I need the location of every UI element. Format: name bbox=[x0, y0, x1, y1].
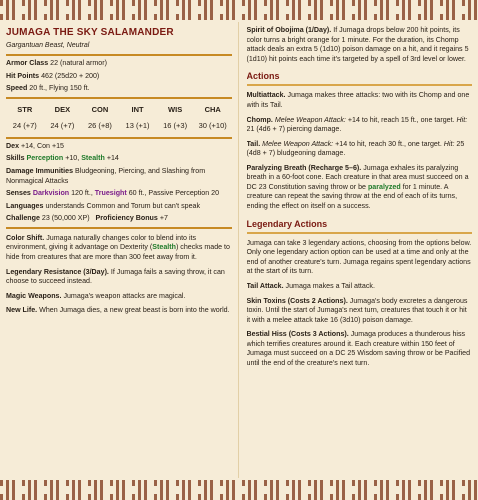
skill-perception-value: +10, bbox=[65, 154, 80, 163]
trait-text: If Jumaga drops below 200 hit points, its color turns a bright orange for 1 minute. For the duration, its Chomp attack deals an extra 5 (1d10) poison damage on a hit, and it regains 5 (1d10) hit points each time it's targeted by a spell of 3rd level or lower. bbox=[246, 26, 469, 63]
saves-value: +14, Con +15 bbox=[21, 141, 64, 150]
damage-text: 25 (4d8 + 7) bludgeoning damage. bbox=[246, 139, 465, 158]
ability-value: 24 (+7) bbox=[12, 120, 37, 130]
decorative-border-bottom bbox=[0, 480, 478, 500]
challenge-value: 23 (50,000 XP) bbox=[41, 214, 90, 223]
action-text: Jumaga makes a Tail attack. bbox=[285, 281, 375, 290]
monster-type: Gargantuan Beast, Neutral bbox=[6, 41, 90, 49]
trait-name: New Life. bbox=[6, 306, 38, 315]
action-name: Tail Attack. bbox=[246, 281, 284, 290]
ability-value: 26 (+8) bbox=[87, 120, 112, 130]
challenge-label: Challenge bbox=[6, 214, 40, 223]
immunities-value: Bludgeoning, Piercing, and Slashing from Nonmagical Attacks bbox=[6, 167, 206, 185]
trait-magic-weapons bbox=[6, 292, 232, 302]
action-name: Paralyzing Breath (Recharge 5–6). bbox=[246, 163, 362, 172]
skills-label: Skills bbox=[6, 154, 25, 163]
action-name: Skin Toxins (Costs 2 Actions). bbox=[246, 296, 348, 305]
hit-label: Hit: bbox=[443, 139, 455, 148]
legendary-intro: Jumaga can take 3 legendary actions, choosing from the options below. Only one legendary action option can be used at a time and only at the end of another creature's turn. Jumaga regains spent legendary actions at the start of its turn. bbox=[246, 238, 472, 276]
proficiency-value: +7 bbox=[159, 214, 168, 223]
hit-points-value: 462 (25d20 + 200) bbox=[41, 71, 100, 80]
action-multiattack bbox=[247, 91, 473, 110]
legendary-tail-attack bbox=[247, 282, 473, 292]
hit-points-line bbox=[6, 72, 232, 82]
decorative-border-top bbox=[0, 0, 478, 20]
ability-name: CON bbox=[91, 104, 109, 114]
ability-name: STR bbox=[17, 104, 33, 114]
monster-name: JUMAGA THE SKY SALAMANDER bbox=[6, 27, 174, 38]
action-text: Jumaga's body excretes a dangerous toxin. Until the start of Jumaga's next turn, creatures that touch it or hit it with a melee attack take 16 (3d10) poison damage. bbox=[246, 296, 468, 324]
trait-name: Magic Weapons. bbox=[6, 291, 62, 300]
attack-type: Melee Weapon Attack: bbox=[274, 115, 346, 124]
skills-line bbox=[6, 154, 232, 164]
trait-name: Legendary Resistance (3/Day). bbox=[6, 267, 109, 276]
immunities-label: Damage Immunities bbox=[6, 167, 74, 175]
action-text: Jumaga exhales its paralyzing breath in a 60-foot cone. Each creature in that area must succeed on a DC 23 Constitution saving throw or be bbox=[246, 163, 469, 191]
trait-text: ) checks made to hide from creatures that are more than 300 feet away from it. bbox=[6, 243, 230, 261]
trait-color-shift bbox=[6, 234, 232, 263]
right-column bbox=[247, 22, 473, 478]
divider bbox=[247, 232, 473, 234]
sense-truesight: Truesight bbox=[94, 189, 127, 198]
hit-label: Hit: bbox=[456, 115, 468, 124]
action-name: Tail. bbox=[246, 139, 261, 148]
action-chomp bbox=[247, 116, 473, 135]
damage-text: 21 (4d6 + 7) piercing damage. bbox=[246, 125, 342, 134]
speed-line bbox=[6, 84, 232, 94]
ability-name: DEX bbox=[54, 104, 71, 114]
stat-block-page bbox=[6, 22, 472, 478]
trait-new-life bbox=[6, 306, 232, 316]
legendary-bestial-hiss bbox=[247, 330, 473, 368]
attack-type: Melee Weapon Attack: bbox=[262, 139, 334, 148]
skill-stealth-value: +14 bbox=[106, 154, 119, 163]
action-text: +14 to hit, reach 30 ft., one target. bbox=[335, 139, 442, 148]
trait-text: If Jumaga fails a saving throw, it can choose to succeed instead. bbox=[6, 267, 225, 286]
condition-paralyzed: paralyzed bbox=[367, 182, 401, 191]
hit-points-label: Hit Points bbox=[6, 71, 40, 80]
proficiency-label: Proficiency Bonus bbox=[95, 214, 158, 223]
ability-value: 30 (+10) bbox=[198, 120, 227, 130]
ability-value: 24 (+7) bbox=[50, 120, 75, 130]
trait-name: Color Shift. bbox=[6, 233, 45, 242]
ability-name: INT bbox=[131, 104, 144, 114]
action-name: Bestial Hiss (Costs 3 Actions). bbox=[246, 330, 349, 339]
trait-name: Spirit of Obojima (1/Day). bbox=[246, 26, 332, 34]
saves-label: Dex bbox=[6, 141, 20, 150]
ability-value: 16 (+3) bbox=[163, 120, 188, 130]
senses-line bbox=[6, 189, 232, 199]
immunities-line bbox=[6, 167, 232, 186]
action-text: for 1 minute. A creature can repeat the saving throw at the end of each of its turns, ending the effect on itself on a success. bbox=[246, 182, 458, 211]
saves-line bbox=[6, 142, 232, 152]
legendary-skin-toxins bbox=[247, 297, 473, 326]
ability-name: CHA bbox=[204, 104, 221, 114]
divider bbox=[6, 97, 232, 99]
trait-text: When Jumaga dies, a new great beast is born into the world. bbox=[39, 306, 230, 315]
speed-value: 20 ft., Flying 150 ft. bbox=[29, 84, 90, 93]
trait-text: Jumaga's weapon attacks are magical. bbox=[63, 291, 186, 300]
action-name: Chomp. bbox=[246, 115, 273, 124]
action-text: Jumaga produces a thunderous hiss which terrifies creatures around it. Each creature within 150 feet of Jumaga must succeed on a DC 25 Wisdom saving throw or be Pacified until the end of the creature's next turn. bbox=[246, 330, 471, 367]
armor-class-line bbox=[6, 59, 232, 69]
sense-truesight-value: 60 ft., Passive Perception 20 bbox=[128, 189, 220, 198]
actions-heading: Actions bbox=[246, 71, 280, 82]
challenge-line bbox=[6, 214, 232, 224]
skill-stealth: Stealth bbox=[81, 154, 105, 163]
speed-label: Speed bbox=[6, 84, 28, 93]
legendary-actions-heading: Legendary Actions bbox=[246, 218, 328, 229]
skill-perception: Perception bbox=[26, 154, 64, 163]
languages-value: understands Common and Torum but can't speak bbox=[45, 201, 201, 210]
divider bbox=[6, 227, 232, 229]
trait-skill: Stealth bbox=[152, 243, 176, 252]
trait-text: Jumaga naturally changes color to blend into its environment, giving it advantage on Dexterity ( bbox=[6, 233, 197, 252]
action-text: Jumaga makes three attacks: two with its Chomp and one with its Tail. bbox=[246, 91, 470, 109]
action-tail bbox=[247, 140, 473, 159]
action-paralyzing-breath bbox=[247, 164, 473, 212]
sense-darkvision: Darkvision bbox=[32, 189, 70, 198]
ability-value: 13 (+1) bbox=[125, 120, 150, 130]
armor-class-value: 22 (natural armor) bbox=[50, 58, 107, 67]
armor-class-label: Armor Class bbox=[6, 58, 49, 67]
action-text: +14 to hit, reach 15 ft., one target. bbox=[347, 115, 455, 124]
ability-scores bbox=[6, 105, 232, 131]
left-column bbox=[6, 22, 239, 478]
languages-line bbox=[6, 202, 232, 212]
divider bbox=[247, 84, 473, 86]
action-name: Multiattack. bbox=[246, 91, 286, 100]
ability-name: WIS bbox=[168, 104, 183, 114]
senses-label: Senses bbox=[6, 189, 31, 198]
divider bbox=[6, 137, 232, 139]
trait-legendary-resistance bbox=[6, 268, 232, 287]
divider bbox=[6, 54, 232, 56]
sense-darkvision-value: 120 ft., bbox=[71, 189, 93, 198]
languages-label: Languages bbox=[6, 201, 44, 210]
trait-spirit-of-obojima bbox=[247, 26, 473, 64]
